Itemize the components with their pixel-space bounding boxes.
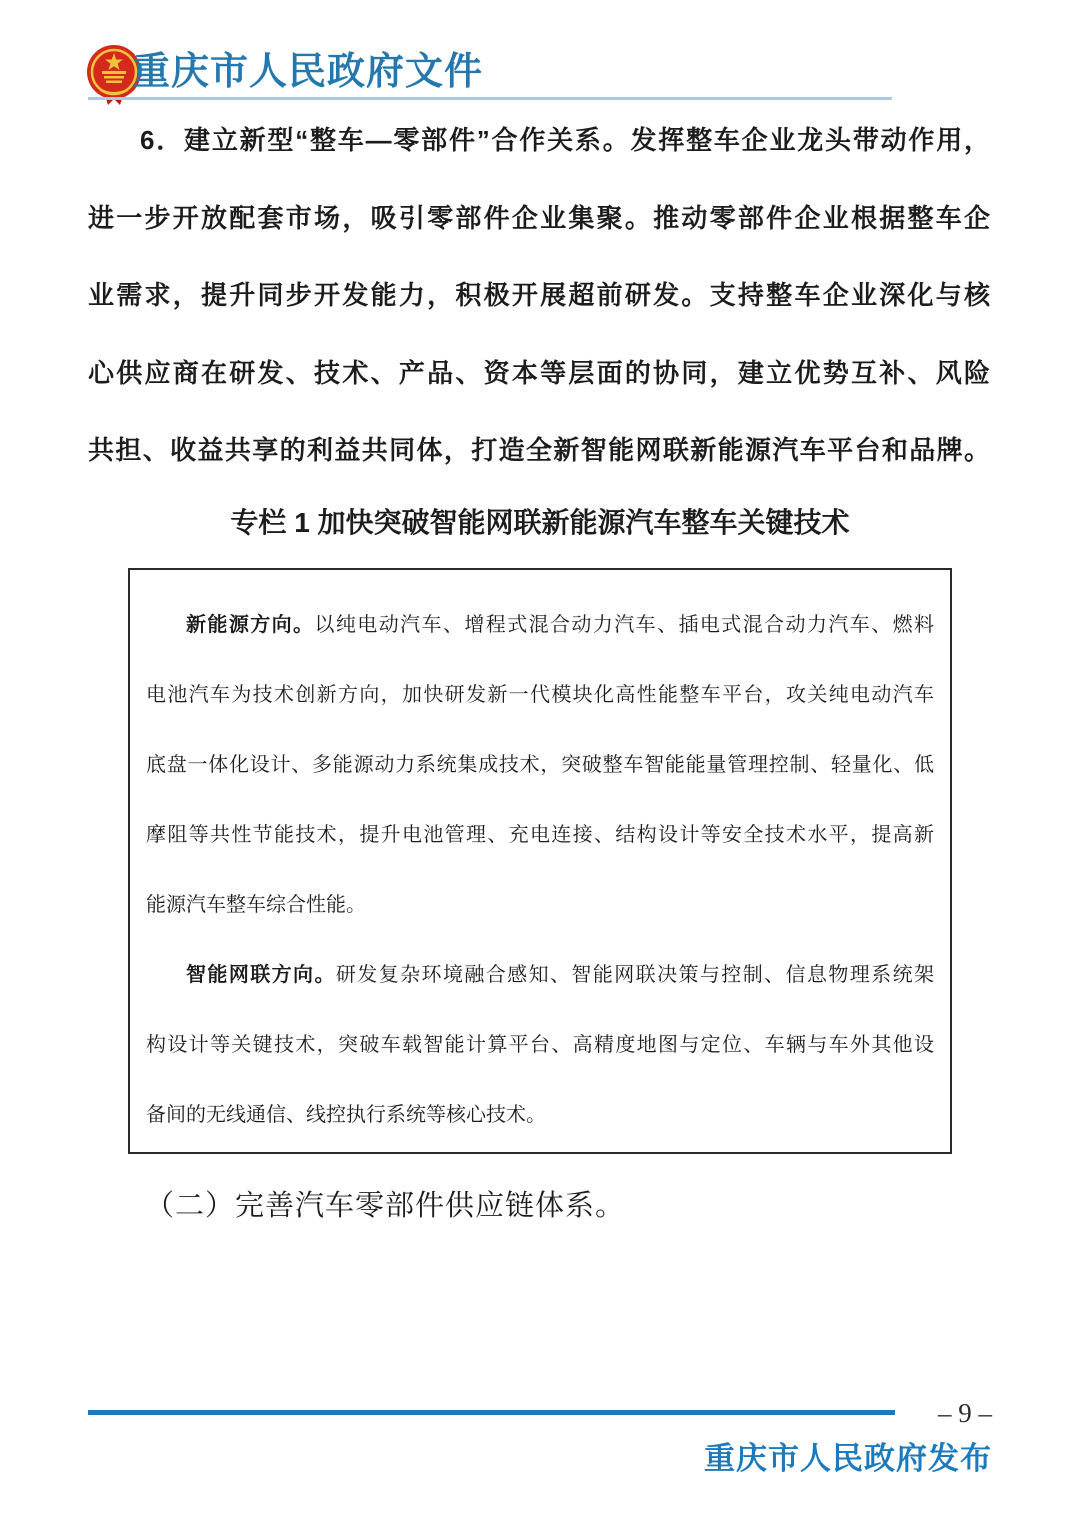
box-paragraph-lead: 新能源方向。 <box>186 614 315 636</box>
box-paragraph-line: 备间的无线通信、线控执行系统等核心技术。 <box>146 1104 546 1126</box>
paragraph-line: 进一步开放配套市场，吸引零部件企业集聚。推动零部件企业根据整车企 <box>88 202 990 233</box>
main-paragraph <box>88 102 990 490</box>
footer-divider <box>88 1410 895 1415</box>
box-paragraph-line: 电池汽车为技术创新方向，加快研发新一代模块化高性能整车平台，攻关纯电动汽车 <box>146 684 934 706</box>
column-box-title: 专栏 1 加快突破智能网联新能源汽车整车关键技术 <box>230 507 850 538</box>
page-number: – 9 – <box>938 1398 992 1428</box>
column-box <box>128 568 952 1154</box>
box-paragraph-text: 以纯电动汽车、增程式混合动力汽车、插电式混合动力汽车、燃料 <box>314 614 934 636</box>
publisher-label: 重庆市人民政府发布 <box>704 1441 992 1476</box>
header-divider <box>88 97 892 100</box>
paragraph-line: 6．建立新型“整车—零部件”合作关系。发挥整车企业龙头带动作用， <box>140 125 990 155</box>
box-paragraph-line <box>146 940 934 1010</box>
paragraph-line: 业需求，提升同步开发能力，积极开展超前研发。支持整车企业深化与核 <box>88 280 990 310</box>
box-paragraph-line: 能源汽车整车综合性能。 <box>146 894 366 916</box>
paragraph-line: 心供应商在研发、技术、产品、资本等层面的协同，建立优势互补、风险 <box>88 357 990 388</box>
document-header-title: 重庆市人民政府文件 <box>132 51 484 93</box>
section-heading: （二）完善汽车零部件供应链体系。 <box>145 1190 626 1222</box>
box-paragraph-text: 研发复杂环境融合感知、智能网联决策与控制、信息物理系统架 <box>335 964 934 986</box>
box-paragraph-line: 摩阻等共性节能技术，提升电池管理、充电连接、结构设计等安全技术水平，提高新 <box>146 824 934 846</box>
box-paragraph-line: 构设计等关键技术，突破车载智能计算平台、高精度地图与定位、车辆与车外其他设 <box>146 1034 934 1056</box>
box-paragraph-lead: 智能网联方向。 <box>186 964 336 986</box>
box-paragraph-line <box>146 590 934 660</box>
paragraph-line: 共担、收益共享的利益共同体，打造全新智能网联新能源汽车平台和品牌。 <box>88 435 990 465</box>
box-paragraph-line: 底盘一体化设计、多能源动力系统集成技术，突破整车智能能量管理控制、轻量化、低 <box>146 754 934 776</box>
